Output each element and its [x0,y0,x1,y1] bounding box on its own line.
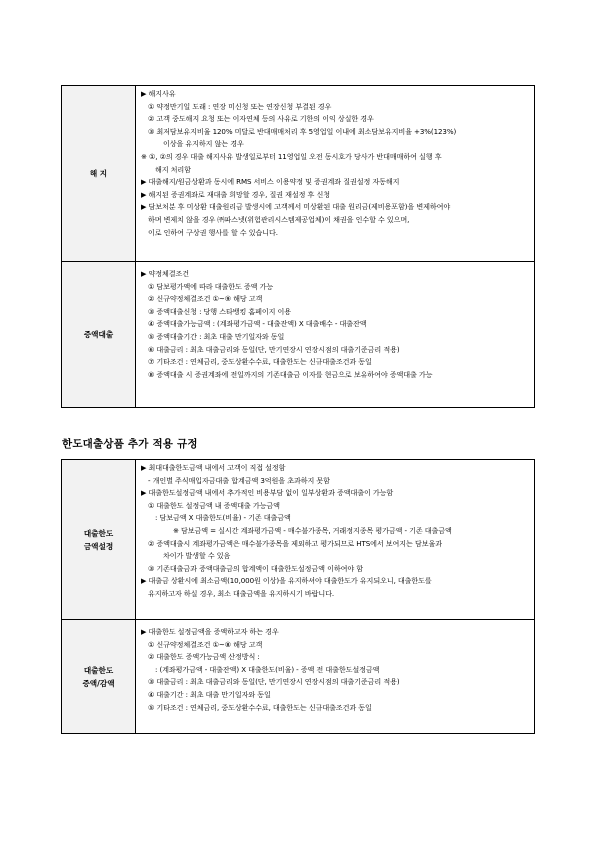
text-line: 이상을 유지하지 않는 경우 [163,139,244,149]
text-line: ① 약정만기일 도래 : 연장 미신청 또는 연장신청 부결된 경우 [148,101,332,111]
row-body-termination [136,86,535,262]
text-line: ① 대출한도 설정금액 내 증액대출 가능금액 [148,500,280,510]
text-line: ▶ 대출한도설정금액 내에서 추가적인 비용부담 없이 일부상환과 증액대출이 가능함 [141,488,394,498]
text-line: ① 담보평가액에 따라 대출한도 증액 가능 [148,281,274,291]
text-line: ▶ 최대대출한도금액 내에서 고객이 직접 설정함 [141,463,286,472]
text-line: ▶ 약정체결조건 [141,269,190,278]
note-line: ※ ①, ②의 경우 대출 해지사유 발생일로부터 11영업일 오전 동시호가 당사가 반대매매하여 실행 후 [141,151,442,161]
text-line: : 담보금액 X 대출한도(비율) - 기존 대출금액 [155,513,291,523]
text-line: ⑤ 증액대출기간 : 최초 대출 만기일자와 동일 [148,331,285,341]
text-line: ④ 증액대출가능금액 : (계좌평가금액 - 대출잔액) X 대출배수 - 대출잔액 [148,319,367,329]
text-line: ③ 대출금리 : 최초 대출금리와 동일(단, 만기연장시 연장시점의 대출기준금리 적용) [148,677,400,687]
text-line: 유지하고자 하실 경우, 최소 대출금액을 유지하시기 바랍니다. [148,588,335,598]
text-line: : (계좌평가금액 - 대출잔액) X 대출한도(비율) - 증액 전 대출한도설정금액 [155,664,380,674]
terms-table-2 [61,459,535,734]
text-line: ▶ 담보처분 후 미상환 대출원리금 발생시에 고객께서 미상환된 대출 원리금(제비용포함)을 변제하여야 [141,202,451,212]
text-line: ▶ 해지된 증권계좌로 재대출 희망할 경우, 질권 재설정 후 신청 [141,189,330,199]
text-line: ① 신규약정체결조건 ①~⑧ 해당 고객 [148,639,263,649]
text-line: 이로 인하여 구상권 행사를 할 수 있습니다. [148,227,278,237]
row-header-increase-loan [62,262,136,408]
table-row-increase-loan [62,262,535,408]
row-header-label: 증액대출 [83,330,114,339]
text-line: ③ 증액대출신청 : 당행 스타뱅킹 홈페이지 이용 [148,306,292,316]
text-line: ③ 최저담보유지비율 120% 미달로 반대매매처리 후 5영업일 이내에 최소담보유지비율 +3%(123%) [148,126,457,136]
row-header-termination [62,86,136,262]
table-row-limit-setting [62,460,535,620]
note-line: 해지 처리함 [155,164,191,174]
text-line: ▶ 대출금 상환시에 최소금액(10,000원 이상)을 유지하셔야 대출한도가 유지되오니, 대출한도를 [141,576,432,586]
text-line: ② 고객 중도해지 요청 또는 이자연체 등의 사유로 기한의 이익 상실한 경우 [148,114,374,124]
row-header-label: 금액설정 [83,541,114,551]
row-header-label: 해 지 [89,169,108,178]
text-line: ② 대출한도 증액가능금액 산정방식 : [148,652,260,662]
text-line: ② 신규약정체결조건 ①~⑨ 해당 고객 [148,294,263,304]
text-line: 차이가 발생할 수 있음 [163,551,231,561]
note-line: ※ 담보금액 = 실시간 계좌평가금액 - 매수불가종목, 거래정지종목 평가금액 - 기존 대출금액 [173,525,452,535]
text-line: ▶ 대출한도 설정금액을 증액하고자 하는 경우 [141,627,279,636]
text-line: ② 증액대출시 계좌평가금액은 매수불가종목을 제외하고 평가되므로 HTS에서 보여지는 담보율과 [148,538,442,548]
row-header-label: 대출한도 [83,528,114,538]
text-line: ④ 대출기간 : 최초 대출 만기일자와 동일 [148,689,271,699]
text-line: 하며 변제치 않을 경우 ㈜파스넷(위험관리시스템제공업체)이 채권을 인수할 수 있으며, [148,214,410,224]
terms-table-1 [61,85,535,408]
row-header-label: 증액/감액 [82,678,115,688]
row-header-limit-setting [62,460,136,620]
text-line: ⑦ 기타조건 : 연체금리, 중도상환수수료, 대출한도는 신규대출조건과 동일 [148,357,372,367]
text-line: ▶ 해지사유 [141,89,176,98]
text-line: ③ 기존대출금과 증액대출금의 합계액이 대출한도설정금액 이하여야 함 [148,563,364,573]
row-body-limit-change [136,620,535,734]
text-line: ⑤ 기타조건 : 연체금리, 중도상환수수료, 대출한도는 신규대출조건과 동일 [148,702,372,712]
text-line: ⑥ 대출금리 : 최초 대출금리와 동일(단, 만기연장시 연장시점의 대출기준금리 적용) [148,344,400,354]
row-header-label: 대출한도 [83,665,114,675]
text-line: ▶ 대출해지/원금상환과 동시에 RMS 서비스 이용약정 및 증권계좌 질권설정 자동해지 [141,177,400,187]
table-row-termination [62,86,535,262]
table-row-limit-change [62,620,535,734]
row-header-limit-change [62,620,136,734]
text-line: ⑧ 증액대출 시 증권계좌에 전일까지의 기존대출금 이자를 현금으로 보유하여야 증액대출 가능 [148,369,433,379]
row-body-increase-loan [136,262,535,408]
text-line: - 개인별 주식매입자금대출 합계금액 3억원을 초과하지 못함 [148,475,330,485]
section-title: 한도대출상품 추가 적용 규정 [62,438,198,450]
row-body-limit-setting [136,460,535,620]
